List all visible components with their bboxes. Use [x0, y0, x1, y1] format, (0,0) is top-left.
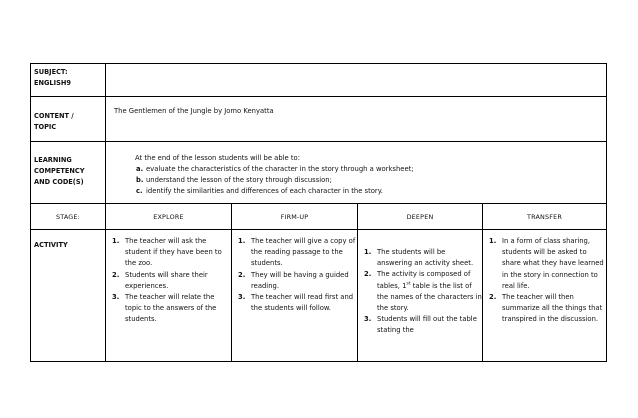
objective-item: identify the similarities and differences of each character in the story. — [146, 187, 383, 195]
competency-cell — [106, 142, 607, 204]
stage-header: STAGE: — [31, 204, 106, 230]
firmup-step: They will be having a guided reading. — [251, 270, 349, 290]
firmup-step: The teacher will give a copy of the reading passage to the students. — [251, 237, 356, 268]
stage-row — [31, 204, 607, 230]
competency-label-cell — [31, 142, 106, 204]
transfer-steps — [483, 236, 606, 326]
competency-label-line3: AND CODE(S) — [34, 178, 84, 186]
explore-step: The teacher will ask the student if they have been to the zoo. — [125, 237, 222, 268]
competency-row — [31, 142, 607, 204]
stage-firmup: FIRM-UP — [232, 204, 358, 230]
subject-label-cell — [31, 64, 106, 97]
stage-explore: EXPLORE — [106, 204, 232, 230]
transfer-step: The teacher will then summarize all the things that transpired in the discussion. — [502, 293, 603, 324]
stage-deepen: DEEPEN — [358, 204, 483, 230]
deepen-steps — [358, 247, 482, 337]
activity-row — [31, 230, 607, 362]
competency-intro: At the end of the lesson students will be able to: — [135, 154, 300, 162]
deepen-step-2-number: 1 — [402, 281, 407, 290]
firmup-steps — [232, 236, 357, 314]
deepen-step-2b: table is the list of the names of the characters in the story. — [377, 281, 482, 313]
deepen-activity-cell — [358, 230, 483, 362]
lesson-plan-table — [30, 63, 607, 362]
deepen-step-2a: The activity is composed of tables, — [377, 270, 471, 290]
transfer-activity-cell — [483, 230, 607, 362]
stage-transfer: TRANSFER — [483, 204, 607, 230]
firmup-step: The teacher will read first and the students will follow. — [251, 293, 354, 313]
activity-label: ACTIVITY — [34, 241, 68, 249]
explore-step: The teacher will relate the topic to the answers of the students. — [125, 293, 217, 324]
deepen-step — [377, 269, 482, 314]
objectives-list — [106, 164, 606, 197]
deepen-step: Students will fill out the table stating the — [377, 315, 477, 335]
activity-label-cell — [31, 230, 106, 362]
explore-steps — [106, 236, 231, 326]
objective-item: understand the lesson of the story through discussion; — [146, 176, 332, 184]
deepen-step: The students will be answering an activity sheet. — [377, 248, 474, 268]
competency-label-line1: LEARNING — [34, 156, 72, 164]
subject-label: SUBJECT: — [34, 68, 68, 76]
objective-item: evaluate the characteristics of the character in the story through a worksheet; — [146, 165, 414, 173]
topic-text: The Gentlemen of the Jungle by Jomo Kenyatta — [114, 107, 274, 115]
content-label: CONTENT / — [34, 112, 74, 120]
subject-value: ENGLISH9 — [34, 79, 71, 87]
subject-row — [31, 64, 607, 97]
transfer-step: In a form of class sharing, students will be asked to share what they have learned in the story in connection to real life. — [502, 237, 604, 290]
topic-row — [31, 97, 607, 142]
explore-step: Students will share their experiences. — [125, 270, 208, 290]
topic-label-cell — [31, 97, 106, 142]
firmup-activity-cell — [232, 230, 358, 362]
topic-cell — [106, 97, 607, 142]
topic-label: TOPIC — [34, 123, 57, 131]
deepen-step-2-ordinal: st — [406, 281, 411, 287]
competency-label-line2: COMPETENCY — [34, 167, 85, 175]
explore-activity-cell — [106, 230, 232, 362]
subject-content-cell — [106, 64, 607, 97]
